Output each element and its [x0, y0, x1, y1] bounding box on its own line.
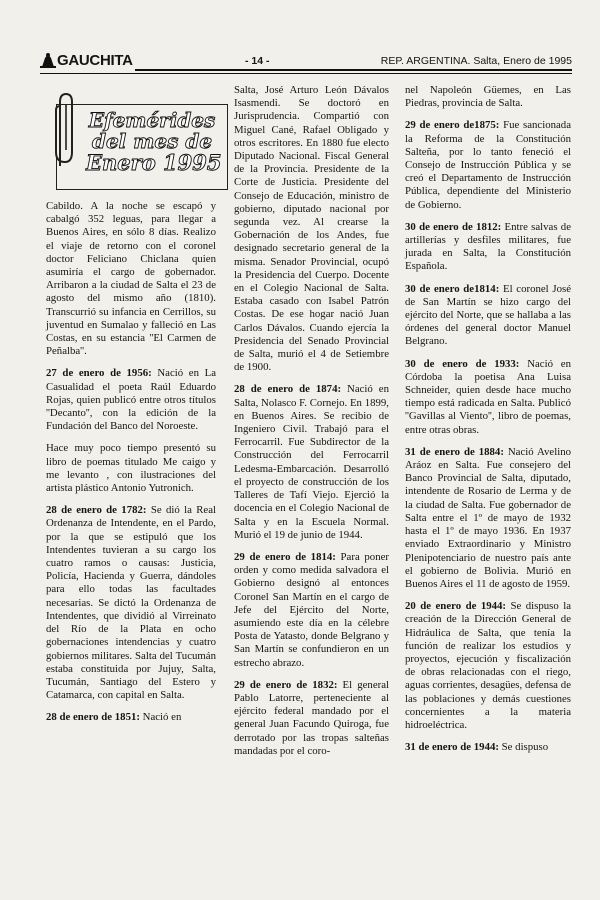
ephemeris-entry [46, 504, 216, 702]
entry-text: Nació en [139, 711, 182, 724]
ephemeris-entry [405, 221, 571, 274]
paperclip-icon [46, 92, 80, 170]
paragraph: Salta, José Arturo León Dávalos Isasmendi. Se doctoró en Jurisprudencia. Compartió con Miguel Cané, Rafael Obligado y otros escritores. En 1880 fue electo Diputado Nacional. Fiscal General de la Provincia. Presidente de la Corte de Justicia. Presidente del Consejo de Educación, ministro de gobierno, diputado nacional por segunda vez. Al crearse la Gobernación de los Andes, fue designado secretario general de la misma. Senador Provincial, ocupó la Presidencia del Cuerpo. Docente en el Colegio Nacional de Salta. Estaba casado con Isabel Patrón Costas. De ese hogar nació Juan Carlos Dávalos. Cuando ejercía la Presidencia del Senado Provincial de Salta, murió el 4 de Setiembre de 1900. [234, 84, 389, 374]
paragraph: Hace muy poco tiempo presentó su libro de poemas titulado Me caigo y me levanto , con ilustraciones del artista plástico Antonio Yutronich. [46, 442, 216, 495]
ephemeris-entry [405, 119, 571, 211]
entry-date: 30 de enero de 1812: [405, 220, 502, 233]
entry-text: Nació en La Casualidad el poeta Raúl Eduardo Rojas, quien publicó entre otros títulos ''Decanto'', con la edición de la Fundación del Banco del Noroeste. [46, 367, 216, 433]
entry-text: Nació en Córdoba la poetisa Ana Luisa Schneider, quien desde hace mucho tiempo está radicada en Salta. Publicó ''Gavillas al Viento'', libro de poemas, entre otras obras. [405, 357, 571, 436]
column-2 [234, 84, 389, 767]
entry-text: El general Pablo Latorre, perteneciente al ejército federal mandado por el general Juan Facundo Quiroga, fue derrotado por las tropas salteñas mandadas por el coro- [234, 678, 390, 757]
entry-date: 29 de enero de 1814: [234, 550, 336, 563]
entry-date: 29 de enero de 1832: [234, 678, 338, 691]
entry-text: El coronel José de San Martín se hizo cargo del ejército del Norte, que se hallaba a las órdenes del general doctor Manuel Belgrano. [405, 282, 571, 348]
entry-text: Se dispuso [498, 741, 549, 754]
column-1 [46, 200, 216, 734]
ephemeris-entry [405, 741, 571, 754]
title-line-1: Efemérides [88, 108, 216, 132]
entry-date: 30 de enero de 1933: [405, 357, 520, 370]
page-header [40, 50, 572, 76]
entry-date: 27 de enero de 1956: [46, 367, 152, 380]
entry-text: Para poner orden y como medida salvadora el Gobierno designó al entonces Coronel San Martín en el cargo de Jefe del Ejército del Norte, asumiendo este día en la célebre Posta de Yatasto, donde Belgrano y San Martín se confundieron en un estrecho abrazo. [234, 550, 389, 669]
masthead-logo [40, 51, 133, 69]
section-title-box [46, 92, 228, 192]
ephemeris-entry [405, 358, 571, 437]
ephemeris-entry [405, 283, 571, 349]
entry-text: Se dispuso la creación de la Dirección General de Hidráulica de Salta, que tenía la función de realizar los estudios y proyectos, ejecución y fiscalización de obras relacionadas con el riego, aguas corrientes, desagües, defensa de las poblaciones y demás cuestiones concernientes a la materia hidroeléctrica. [405, 600, 571, 731]
gaucho-hat-icon [40, 51, 56, 69]
entry-date: 30 de enero de1814: [405, 282, 500, 295]
title-line-3: Enero 1995 [86, 150, 222, 175]
paragraph: Cabildo. A la noche se escapó y cabalgó 352 leguas, para llegar a Buenos Aires, en sólo 8 días. Realizo el viaje de retorno con el coronel doctor Feliciano Chiclana quien asumiría el cargo de gobernador. Arribaron a la ciudad de Salta el 23 de agosto del mismo año (1810). Transcurrió su infancia en Cerrillos, su juventud en Sumalao y falleció en Las Costas, en su estancia ''El Carmen de Peñalba''. [46, 200, 216, 358]
ephemeris-entry [234, 383, 389, 541]
entry-text: Nació Avelino Aráoz en Salta. Fue consejero del Banco Provincial de Salta, diputado, intendente de Rosario de Lerma y de la ciudad de Salta. Fue gobernador de Salta entre el 1º de mayo de 1932 hasta el 1º de mayo 1936. En 1937 enviado Extraordinario y Ministro Plenipotenciario de nuestro país ante el gobierno de Bolivia. Murió en Buenos Aires el 11 de agosto de 1959. [405, 445, 571, 590]
entry-text: Nació en Salta, Nolasco F. Cornejo. En 1899, en Buenos Aires. Se recibio de Ingeniero Civil. Trabajó para el Ferrocarril. Fue Subdirector de la Construcción del Ferrocarril Ledesma-Embarcación. Desarrolló el proyecto de construcción de los Talleres de Tafí Viejo. Ejerció la docencia en el Colegio Nacional de Salta y en la Escuela Normal. Murió el 19 de junio de 1944. [234, 383, 389, 541]
logo-text: GAUCHITA [57, 52, 133, 69]
ephemeris-entry [234, 551, 389, 670]
entry-date: 29 de enero de1875: [405, 119, 500, 132]
ephemeris-entry [405, 446, 571, 591]
issue-info: REP. ARGENTINA. Salta, Enero de 1995 [380, 55, 572, 67]
ephemeris-entry [46, 367, 216, 433]
entry-date: 31 de enero de 1944: [405, 741, 499, 754]
entry-text: Se dió la Real Ordenanza de Intendente, en el Pardo, por la que se estipuló que los Intendentes tuvieran a su cargo los cuatro ramos o causas: Justicia, Policía, Hacienda y Guerra, dándoles para ello todas las facultades necesarias. Se dictó la Ordenanza de Intendentes, que dividió al Virreinato del Río de la Plata en ocho gobernaciones intendencias y cuatro gobiernos militares. Salta del Tucumán estaba constituida por Jujuy, Salta, Tucumán, Santiago del Estero y Catamarca, con capital en Salta. [46, 504, 216, 702]
ephemeris-entry [405, 600, 571, 732]
column-3 [405, 84, 571, 763]
entry-date: 31 de enero de 1884: [405, 445, 504, 458]
paragraph: nel Napoleón Güemes, en Las Piedras, provincia de Salta. [405, 84, 571, 110]
entry-date: 28 de enero de 1874: [234, 383, 342, 396]
ephemeris-entry [46, 711, 216, 724]
entry-text: Entre salvas de artillerías y desfiles militares, fue jurada en Salta, la Constitución Española. [405, 220, 571, 273]
page-number: - 14 - [245, 55, 270, 67]
ephemeris-entry [234, 679, 389, 758]
entry-date: 28 de enero de 1782: [46, 504, 147, 517]
entry-date: 20 de enero de 1944: [405, 600, 507, 613]
section-title [86, 108, 222, 175]
header-rule-thin [40, 73, 572, 74]
entry-text: Fue sancionada la Reforma de la Constitución Salteña, por lo tanto feneció el Consejo de Instrucción Pública y se creó el Departamento de Instrucción Pública, dependiente del Ministerio de Gobierno. [405, 119, 572, 211]
title-line-2: del mes de [91, 129, 213, 153]
entry-date: 28 de enero de 1851: [46, 711, 140, 724]
header-rule-thick [135, 69, 572, 71]
